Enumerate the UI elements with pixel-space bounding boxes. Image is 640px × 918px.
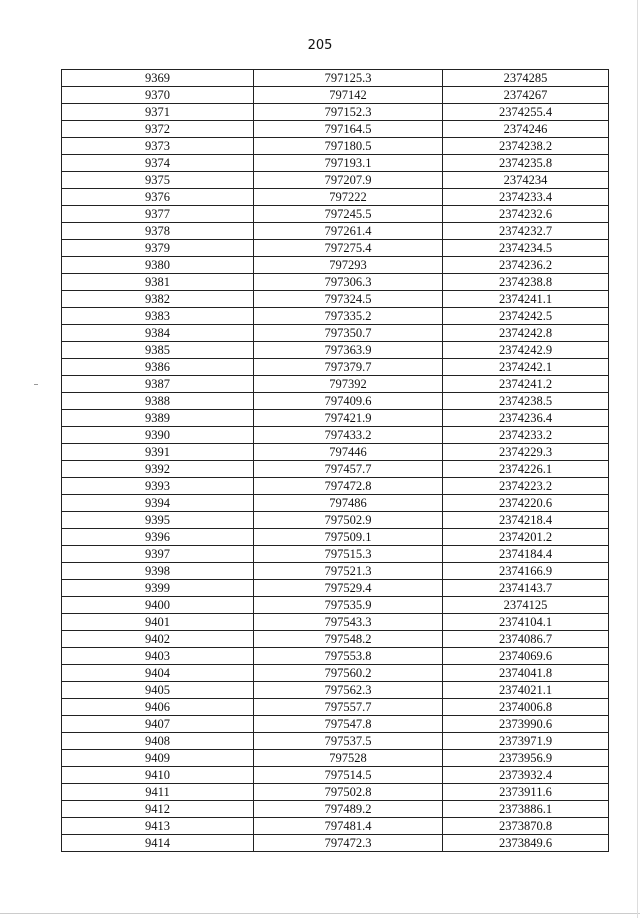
x-coordinate-cell: 797457.7 — [254, 461, 443, 478]
table-row — [62, 682, 609, 699]
table-row — [62, 529, 609, 546]
point-number-cell: 9389 — [62, 410, 254, 427]
point-number-cell: 9373 — [62, 138, 254, 155]
x-coordinate-cell: 797193.1 — [254, 155, 443, 172]
table-row — [62, 104, 609, 121]
y-coordinate-cell: 2374242.1 — [443, 359, 609, 376]
y-coordinate-cell: 2374241.2 — [443, 376, 609, 393]
right-page-edge — [637, 0, 638, 918]
y-coordinate-cell: 2374166.9 — [443, 563, 609, 580]
point-number-cell: 9414 — [62, 835, 254, 852]
y-coordinate-cell: 2374104.1 — [443, 614, 609, 631]
x-coordinate-cell: 797409.6 — [254, 393, 443, 410]
table-row — [62, 478, 609, 495]
bottom-page-edge — [0, 913, 640, 914]
x-coordinate-cell: 797543.3 — [254, 614, 443, 631]
table-row — [62, 597, 609, 614]
x-coordinate-cell: 797486 — [254, 495, 443, 512]
y-coordinate-cell: 2374184.4 — [443, 546, 609, 563]
y-coordinate-cell: 2374232.7 — [443, 223, 609, 240]
x-coordinate-cell: 797472.3 — [254, 835, 443, 852]
x-coordinate-cell: 797489.2 — [254, 801, 443, 818]
x-coordinate-cell: 797379.7 — [254, 359, 443, 376]
table-row — [62, 427, 609, 444]
x-coordinate-cell: 797245.5 — [254, 206, 443, 223]
x-coordinate-cell: 797324.5 — [254, 291, 443, 308]
y-coordinate-cell: 2374285 — [443, 70, 609, 87]
table-row — [62, 325, 609, 342]
x-coordinate-cell: 797528 — [254, 750, 443, 767]
point-number-cell: 9407 — [62, 716, 254, 733]
y-coordinate-cell: 2374238.5 — [443, 393, 609, 410]
y-coordinate-cell: 2374236.2 — [443, 257, 609, 274]
table-row — [62, 70, 609, 87]
x-coordinate-cell: 797392 — [254, 376, 443, 393]
x-coordinate-cell: 797537.5 — [254, 733, 443, 750]
y-coordinate-cell: 2374255.4 — [443, 104, 609, 121]
table-row — [62, 291, 609, 308]
point-number-cell: 9408 — [62, 733, 254, 750]
y-coordinate-cell: 2374233.4 — [443, 189, 609, 206]
x-coordinate-cell: 797509.1 — [254, 529, 443, 546]
page-number: 205 — [307, 38, 333, 53]
table-row — [62, 342, 609, 359]
point-number-cell: 9395 — [62, 512, 254, 529]
x-coordinate-cell: 797335.2 — [254, 308, 443, 325]
table-row — [62, 444, 609, 461]
table-row — [62, 138, 609, 155]
point-number-cell: 9413 — [62, 818, 254, 835]
point-number-cell: 9405 — [62, 682, 254, 699]
x-coordinate-cell: 797557.7 — [254, 699, 443, 716]
table-row — [62, 87, 609, 104]
point-number-cell: 9397 — [62, 546, 254, 563]
x-coordinate-cell: 797560.2 — [254, 665, 443, 682]
y-coordinate-cell: 2374232.6 — [443, 206, 609, 223]
point-number-cell: 9406 — [62, 699, 254, 716]
margin-mark — [34, 384, 38, 385]
table-row — [62, 189, 609, 206]
point-number-cell: 9403 — [62, 648, 254, 665]
y-coordinate-cell: 2374220.6 — [443, 495, 609, 512]
y-coordinate-cell: 2373971.9 — [443, 733, 609, 750]
x-coordinate-cell: 797547.8 — [254, 716, 443, 733]
point-number-cell: 9388 — [62, 393, 254, 410]
point-number-cell: 9394 — [62, 495, 254, 512]
table-row — [62, 546, 609, 563]
point-number-cell: 9370 — [62, 87, 254, 104]
y-coordinate-cell: 2374235.8 — [443, 155, 609, 172]
x-coordinate-cell: 797515.3 — [254, 546, 443, 563]
y-coordinate-cell: 2374242.5 — [443, 308, 609, 325]
y-coordinate-cell: 2374125 — [443, 597, 609, 614]
point-number-cell: 9369 — [62, 70, 254, 87]
table-row — [62, 240, 609, 257]
point-number-cell: 9372 — [62, 121, 254, 138]
point-number-cell: 9383 — [62, 308, 254, 325]
x-coordinate-cell: 797180.5 — [254, 138, 443, 155]
point-number-cell: 9379 — [62, 240, 254, 257]
table-row — [62, 835, 609, 852]
table-row — [62, 274, 609, 291]
table-row — [62, 767, 609, 784]
x-coordinate-cell: 797502.8 — [254, 784, 443, 801]
table-row — [62, 461, 609, 478]
table-row — [62, 495, 609, 512]
table-row — [62, 376, 609, 393]
x-coordinate-cell: 797535.9 — [254, 597, 443, 614]
point-number-cell: 9400 — [62, 597, 254, 614]
y-coordinate-cell: 2374241.1 — [443, 291, 609, 308]
x-coordinate-cell: 797548.2 — [254, 631, 443, 648]
x-coordinate-cell: 797164.5 — [254, 121, 443, 138]
point-number-cell: 9376 — [62, 189, 254, 206]
table-row — [62, 631, 609, 648]
y-coordinate-cell: 2374229.3 — [443, 444, 609, 461]
table-row — [62, 699, 609, 716]
x-coordinate-cell: 797433.2 — [254, 427, 443, 444]
x-coordinate-cell: 797275.4 — [254, 240, 443, 257]
y-coordinate-cell: 2374233.2 — [443, 427, 609, 444]
table-row — [62, 563, 609, 580]
point-number-cell: 9404 — [62, 665, 254, 682]
point-number-cell: 9382 — [62, 291, 254, 308]
table-row — [62, 121, 609, 138]
y-coordinate-cell: 2374223.2 — [443, 478, 609, 495]
y-coordinate-cell: 2374242.9 — [443, 342, 609, 359]
y-coordinate-cell: 2373956.9 — [443, 750, 609, 767]
y-coordinate-cell: 2374086.7 — [443, 631, 609, 648]
coordinate-table — [61, 69, 609, 852]
x-coordinate-cell: 797152.3 — [254, 104, 443, 121]
point-number-cell: 9411 — [62, 784, 254, 801]
y-coordinate-cell: 2374201.2 — [443, 529, 609, 546]
table-row — [62, 206, 609, 223]
y-coordinate-cell: 2374242.8 — [443, 325, 609, 342]
point-number-cell: 9387 — [62, 376, 254, 393]
y-coordinate-cell: 2374021.1 — [443, 682, 609, 699]
point-number-cell: 9377 — [62, 206, 254, 223]
point-number-cell: 9402 — [62, 631, 254, 648]
point-number-cell: 9378 — [62, 223, 254, 240]
table-row — [62, 648, 609, 665]
table-row — [62, 155, 609, 172]
x-coordinate-cell: 797421.9 — [254, 410, 443, 427]
x-coordinate-cell: 797363.9 — [254, 342, 443, 359]
table-row — [62, 614, 609, 631]
point-number-cell: 9375 — [62, 172, 254, 189]
x-coordinate-cell: 797446 — [254, 444, 443, 461]
point-number-cell: 9412 — [62, 801, 254, 818]
y-coordinate-cell: 2373990.6 — [443, 716, 609, 733]
y-coordinate-cell: 2374218.4 — [443, 512, 609, 529]
table-row — [62, 172, 609, 189]
point-number-cell: 9380 — [62, 257, 254, 274]
x-coordinate-cell: 797293 — [254, 257, 443, 274]
table-row — [62, 784, 609, 801]
table-row — [62, 257, 609, 274]
x-coordinate-cell: 797222 — [254, 189, 443, 206]
y-coordinate-cell: 2374006.8 — [443, 699, 609, 716]
y-coordinate-cell: 2373886.1 — [443, 801, 609, 818]
table-row — [62, 580, 609, 597]
point-number-cell: 9398 — [62, 563, 254, 580]
point-number-cell: 9393 — [62, 478, 254, 495]
x-coordinate-cell: 797553.8 — [254, 648, 443, 665]
y-coordinate-cell: 2374069.6 — [443, 648, 609, 665]
y-coordinate-cell: 2373849.6 — [443, 835, 609, 852]
x-coordinate-cell: 797481.4 — [254, 818, 443, 835]
y-coordinate-cell: 2373932.4 — [443, 767, 609, 784]
table-row — [62, 393, 609, 410]
point-number-cell: 9409 — [62, 750, 254, 767]
point-number-cell: 9374 — [62, 155, 254, 172]
y-coordinate-cell: 2374234.5 — [443, 240, 609, 257]
x-coordinate-cell: 797514.5 — [254, 767, 443, 784]
table-row — [62, 223, 609, 240]
table-row — [62, 410, 609, 427]
x-coordinate-cell: 797306.3 — [254, 274, 443, 291]
point-number-cell: 9384 — [62, 325, 254, 342]
point-number-cell: 9390 — [62, 427, 254, 444]
x-coordinate-cell: 797125.3 — [254, 70, 443, 87]
point-number-cell: 9381 — [62, 274, 254, 291]
point-number-cell: 9385 — [62, 342, 254, 359]
table-row — [62, 801, 609, 818]
table-row — [62, 308, 609, 325]
point-number-cell: 9392 — [62, 461, 254, 478]
table-row — [62, 733, 609, 750]
y-coordinate-cell: 2374236.4 — [443, 410, 609, 427]
point-number-cell: 9391 — [62, 444, 254, 461]
x-coordinate-cell: 797521.3 — [254, 563, 443, 580]
y-coordinate-cell: 2373911.6 — [443, 784, 609, 801]
table-row — [62, 665, 609, 682]
y-coordinate-cell: 2374238.2 — [443, 138, 609, 155]
x-coordinate-cell: 797142 — [254, 87, 443, 104]
x-coordinate-cell: 797529.4 — [254, 580, 443, 597]
y-coordinate-cell: 2374234 — [443, 172, 609, 189]
x-coordinate-cell: 797472.8 — [254, 478, 443, 495]
table-row — [62, 359, 609, 376]
table-body — [62, 70, 609, 852]
x-coordinate-cell: 797207.9 — [254, 172, 443, 189]
point-number-cell: 9371 — [62, 104, 254, 121]
y-coordinate-cell: 2374238.8 — [443, 274, 609, 291]
y-coordinate-cell: 2374226.1 — [443, 461, 609, 478]
x-coordinate-cell: 797562.3 — [254, 682, 443, 699]
table-row — [62, 750, 609, 767]
x-coordinate-cell: 797261.4 — [254, 223, 443, 240]
y-coordinate-cell: 2374041.8 — [443, 665, 609, 682]
y-coordinate-cell: 2374143.7 — [443, 580, 609, 597]
point-number-cell: 9410 — [62, 767, 254, 784]
point-number-cell: 9401 — [62, 614, 254, 631]
x-coordinate-cell: 797502.9 — [254, 512, 443, 529]
y-coordinate-cell: 2374246 — [443, 121, 609, 138]
point-number-cell: 9396 — [62, 529, 254, 546]
table-row — [62, 716, 609, 733]
y-coordinate-cell: 2374267 — [443, 87, 609, 104]
point-number-cell: 9386 — [62, 359, 254, 376]
y-coordinate-cell: 2373870.8 — [443, 818, 609, 835]
point-number-cell: 9399 — [62, 580, 254, 597]
table-row — [62, 818, 609, 835]
table-row — [62, 512, 609, 529]
x-coordinate-cell: 797350.7 — [254, 325, 443, 342]
